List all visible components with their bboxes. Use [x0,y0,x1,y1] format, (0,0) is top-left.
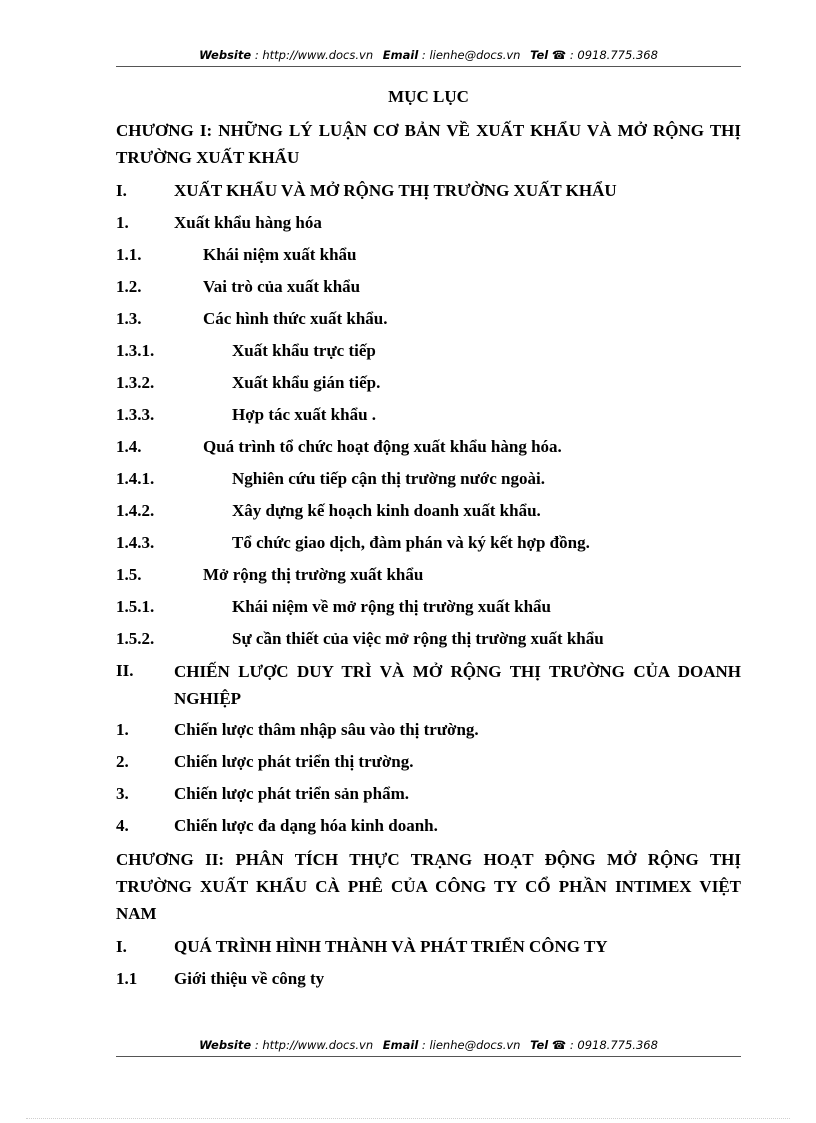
toc-number: 1.3. [116,309,142,328]
toc-entry [116,271,741,303]
header-email-label: Email [382,48,419,62]
toc-text: Xây dựng kế hoạch kinh doanh xuất khẩu. [232,501,541,520]
toc-entry [116,655,741,712]
toc-text: Quá trình tổ chức hoạt động xuất khẩu hàng hóa. [203,437,562,456]
toc-text: Mở rộng thị trường xuất khẩu [203,565,424,584]
phone-icon: ☎ [551,48,567,62]
toc-text: Khái niệm xuất khẩu [203,245,357,264]
footer-email-label: Email [382,1038,419,1052]
header-tel-label: Tel [530,48,549,62]
toc-text: Vai trò của xuất khẩu [203,277,361,296]
toc-entry [116,963,741,995]
page-header [116,47,741,63]
toc-text: CHIẾN LƯỢC DUY TRÌ VÀ MỞ RỘNG THỊ TRƯỜNG CỦA DOANH NGHIỆP [174,662,741,708]
toc-number: 3. [116,784,129,803]
toc-text: XUẤT KHẨU VÀ MỞ RỘNG THỊ TRƯỜNG XUẤT KHẨU [174,181,617,200]
toc-number: I. [116,937,127,956]
toc-number: 1.5.1. [116,597,155,616]
toc-number: 1.4.2. [116,501,155,520]
footer-rule [116,1056,741,1057]
toc-entry [116,207,741,239]
toc-number: 1.4.3. [116,533,155,552]
toc-number: 2. [116,752,129,771]
toc-entry [116,714,741,746]
toc-number: 1.4.1. [116,469,155,488]
toc-text: Xuất khẩu trực tiếp [232,341,376,360]
header-website-value: : http://www.docs.vn [254,48,374,62]
toc-entry [116,931,741,963]
footer-website-label: Website [199,1038,252,1052]
footer-tel-value: : 0918.775.368 [569,1038,658,1052]
toc-number: I. [116,181,127,200]
toc-text: Giới thiệu về công ty [174,969,325,988]
toc-text: Chiến lược thâm nhập sâu vào thị trường. [174,720,479,739]
toc-entry [116,559,741,591]
header-website-label: Website [199,48,252,62]
toc-text: Khái niệm về mở rộng thị trường xuất khẩu [232,597,551,616]
toc-text: Tổ chức giao dịch, đàm phán và ký kết hợp đồng. [232,533,590,552]
table-of-contents [116,117,741,995]
toc-number: 4. [116,816,129,835]
toc-number: 1.1 [116,969,138,988]
toc-text: Xuất khẩu hàng hóa [174,213,322,232]
toc-number: II. [116,661,134,680]
toc-number: 1.4. [116,437,142,456]
footer-tel-label: Tel [530,1038,549,1052]
toc-number: 1.2. [116,277,142,296]
toc-number: 1.5. [116,565,142,584]
toc-number: 1.3.2. [116,373,155,392]
toc-entry [116,175,741,207]
toc-entry [116,239,741,271]
page-footer [116,1037,741,1053]
footer-email-value: : lienhe@docs.vn [421,1038,521,1052]
toc-entry [116,746,741,778]
toc-entry [116,810,741,842]
header-tel-value: : 0918.775.368 [569,48,658,62]
toc-number: 1. [116,213,129,232]
toc-number: 1.3.1. [116,341,155,360]
footer-website-value: : http://www.docs.vn [254,1038,374,1052]
toc-number: 1.1. [116,245,142,264]
toc-text: Xuất khẩu gián tiếp. [232,373,381,392]
toc-text: Chiến lược phát triển sản phẩm. [174,784,409,803]
toc-text: QUÁ TRÌNH HÌNH THÀNH VÀ PHÁT TRIỂN CÔNG TY [174,937,608,956]
toc-text: Nghiên cứu tiếp cận thị trường nước ngoài. [232,469,545,488]
toc-entry [116,399,741,431]
toc-entry [116,778,741,810]
chapter-1-heading: CHƯƠNG I: NHỮNG LÝ LUẬN CƠ BẢN VỀ XUẤT KHẨU VÀ MỞ RỘNG THỊ TRƯỜNG XUẤT KHẨU [116,121,741,167]
toc-number: 1.5.2. [116,629,155,648]
toc-entry [116,303,741,335]
header-rule [116,66,741,67]
page-edge-dotted-line [26,1118,790,1119]
toc-entry [116,495,741,527]
toc-text: Chiến lược đa dạng hóa kinh doanh. [174,816,438,835]
toc-number: 1. [116,720,129,739]
toc-text: Các hình thức xuất khẩu. [203,309,388,328]
toc-entry [116,431,741,463]
toc-entry [116,367,741,399]
toc-number: 1.3.3. [116,405,155,424]
chapter-2-heading: CHƯƠNG II: PHÂN TÍCH THỰC TRẠNG HOẠT ĐỘNG MỞ RỘNG THỊ TRƯỜNG XUẤT KHẨU CÀ PHÊ CỦA CÔNG TY CỔ PHẦN INTIMEX VIỆT NAM [116,850,741,923]
toc-entry [116,335,741,367]
toc-entry [116,591,741,623]
toc-entry [116,623,741,655]
toc-entry [116,463,741,495]
phone-icon: ☎ [551,1038,567,1052]
toc-text: Hợp tác xuất khẩu . [232,405,377,424]
toc-entry [116,527,741,559]
header-email-value: : lienhe@docs.vn [421,48,521,62]
toc-text: Chiến lược phát triển thị trường. [174,752,414,771]
page-title: MỤC LỤC [388,87,469,106]
toc-text: Sự cần thiết của việc mở rộng thị trường xuất khẩu [232,629,604,648]
